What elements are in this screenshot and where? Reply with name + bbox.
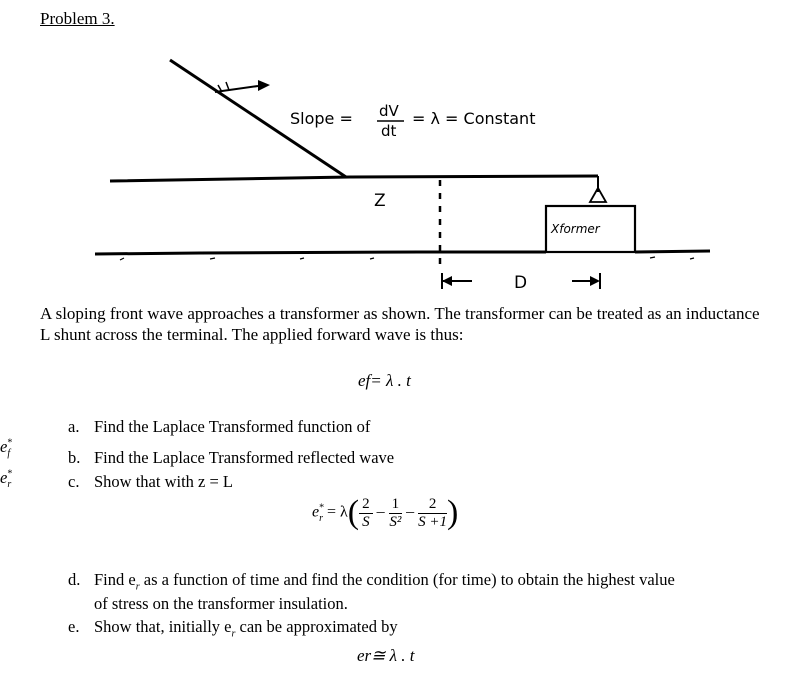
intro-paragraph: A sloping front wave approaches a transformer as shown. The transformer can be treated as an inductance L shunt across the terminal. The applied forward wave is thus: [40,304,760,344]
question-d: d. Find $e_r$ as a function of time and find the condition (for time) to obtain the highest value [68,570,675,593]
forward-wave-equation: ef= λ . t [358,371,411,390]
z-label: Z [374,191,386,211]
conductor-line [110,176,598,181]
question-e: e. Show that, initially $e_r$ can be approximated by [68,617,398,640]
question-d-continued: of stress on the transformer insulation. [94,594,348,613]
lambda-constant-label: = λ = Constant [412,109,536,128]
question-c [0,472,233,492]
question-a-text: Find the Laplace Transformed function of [94,417,371,436]
question-c-label: c. [68,472,80,491]
xformer-label: Xformer [551,222,600,236]
final-approximation-equation: er≅ λ . t [357,646,415,665]
d-label: D [514,273,528,290]
question-b: b. Find the Laplace Transformed reflected wave $e^*_r$ [0,448,395,491]
propagation-arrowhead [258,80,270,91]
question-a: a. Find the Laplace Transformed function of $e^*_f$ [0,417,371,460]
question-b-label: b. [68,448,81,467]
question-c-text: Show that with z = L [94,472,234,491]
problem-title: Problem 3. [40,9,115,28]
question-e-label: e. [68,617,80,636]
question-b-text: Find the Laplace Transformed reflected wave [94,448,395,467]
dv-label: dV [379,102,399,120]
reflected-wave-equation: $e^*_r = \lambda$( $\frac{2}{S}$ – $\frac{1}{\text{S²}}$ – $\frac{2}{S +1}$ ) [312,494,459,531]
slope-label: Slope = [290,109,353,128]
dt-label: dt [381,122,397,140]
question-d-label: d. [68,570,81,589]
wave-transformer-figure [0,40,793,290]
question-a-label: a. [68,417,80,436]
